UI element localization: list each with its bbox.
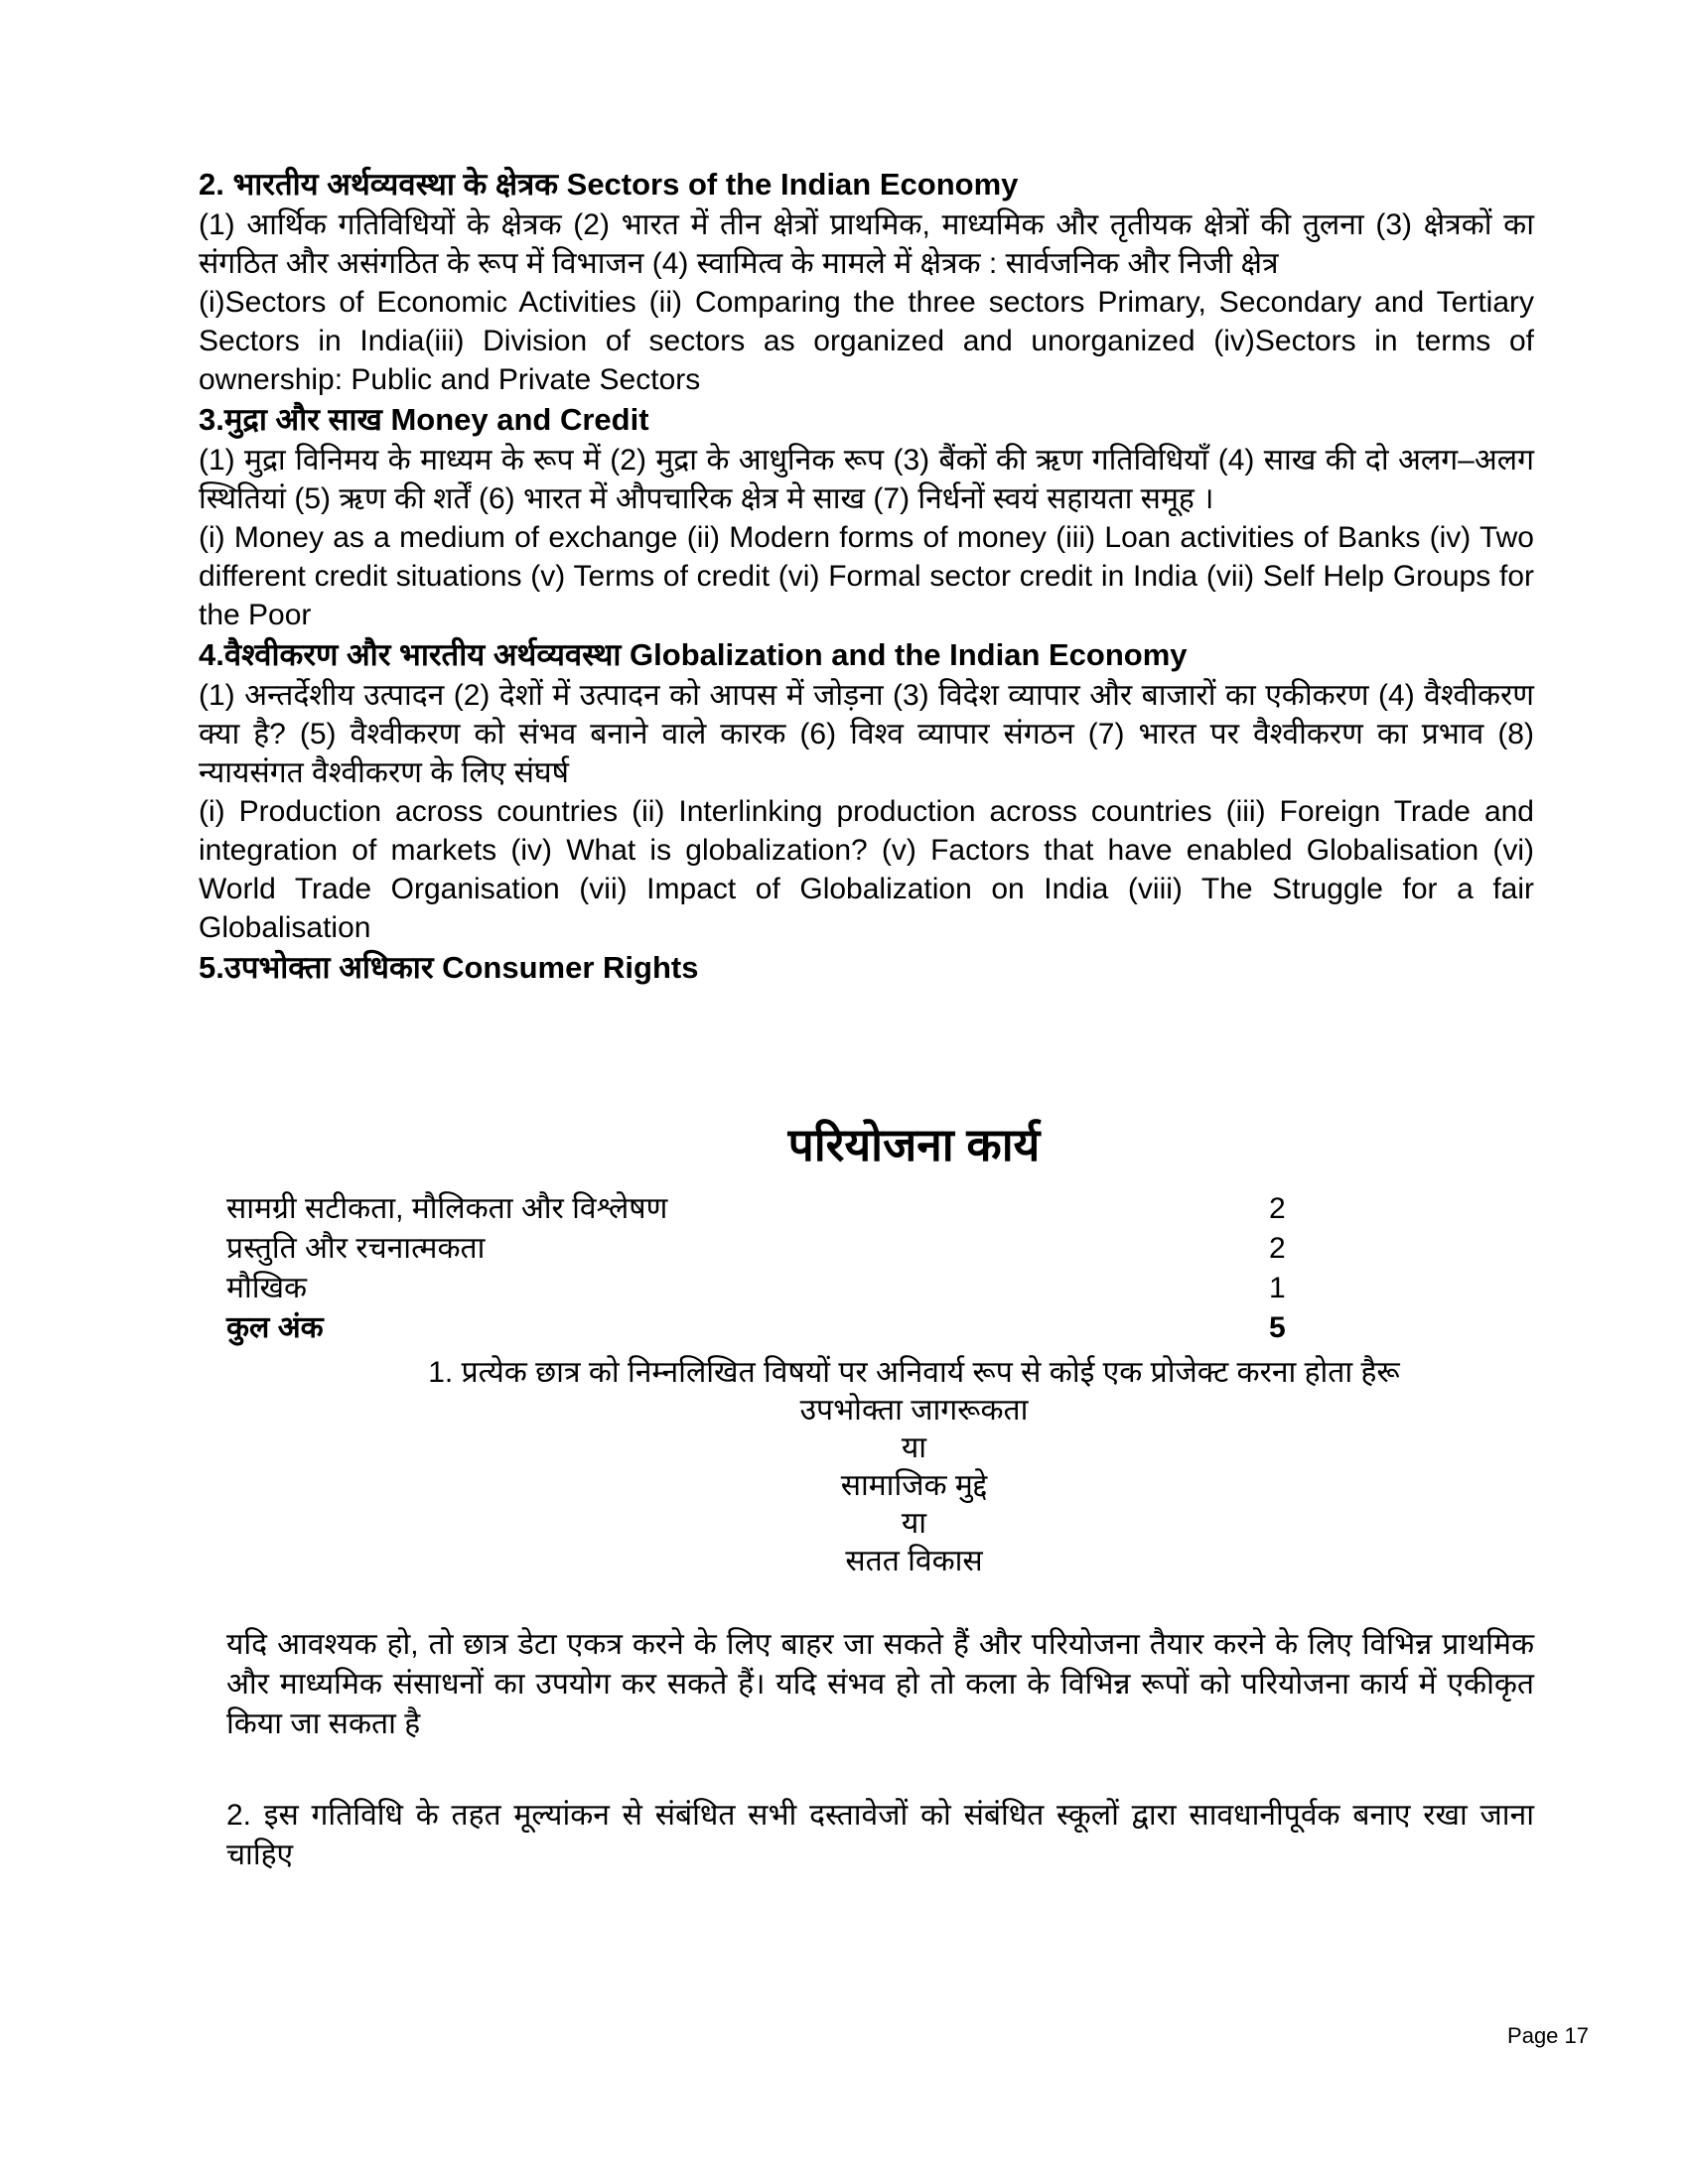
- section-english-topics: (i)Sectors of Economic Activities (ii) Comparing the three sectors Primary, Secondary and Tertiary Sectors in India(iii) Division of sectors as organized and unorganized (iv)Sectors in terms of ownership: Public and Private Sectors: [199, 286, 1534, 396]
- marks-row-value: 5: [1269, 1311, 1286, 1344]
- project-note-records: 2. इस गतिविधि के तहत मूल्यांकन से संबंधित सभी दस्तावेजों को संबंधित स्कूलों द्वारा सावधानीपूर्वक बनाए रखा जाना चाहिए: [226, 1799, 1534, 1871]
- section-hindi-topics: (1) अन्तर्देशीय उत्पादन (2) देशों में उत्पादन को आपस में जोड़ना (3) विदेश व्यापार और बाजारों का एकीकरण (4) वैश्वीकरण क्या है? (5) वैश्वीकरण को संभव बनाने वाले कारक (6) विश्व व्यापार संगठन (7) भारत पर वैश्वीकरण का प्रभाव (8) न्यायसंगत वैश्वीकरण के लिए संघर्ष: [199, 679, 1534, 789]
- project-instruction-block: [294, 1354, 1534, 1580]
- project-topic-or: या: [901, 1507, 927, 1540]
- section-english-topics: (i) Money as a medium of exchange (ii) Modern forms of money (iii) Loan activities of Banks (iv) Two different credit situations (v) Terms of credit (vi) Formal sector credit in India (vii) Self Help Groups for the Poor: [199, 521, 1534, 631]
- section-hindi-topics: (1) मुद्रा विनिमय के माध्यम के रूप में (2) मुद्रा के आधुनिक रूप (3) बैंकों की ऋण गतिविधियाँ (4) साख की दो अलग–अलग स्थितियां (5) ऋण की शर्तें (6) भारत में औपचारिक क्षेत्र मे साख (7) निर्धनों स्वयं सहायता समूह ।: [199, 444, 1534, 515]
- section-heading: 5.उपभोक्ता अधिकार Consumer Rights: [199, 950, 699, 985]
- section-heading: 4.वैश्वीकरण और भारतीय अर्थव्यवस्था Globalization and the Indian Economy: [199, 637, 1188, 672]
- project-instruction-item: 1. प्रत्येक छात्र को निम्नलिखित विषयों पर अनिवार्य रूप से कोई एक प्रोजेक्ट करना होता हैरू: [428, 1356, 1400, 1389]
- marks-row-total: [226, 1308, 1534, 1348]
- section-sectors-of-indian-economy: [199, 164, 1534, 399]
- project-marks-table: [199, 1189, 1534, 1348]
- section-consumer-rights: [199, 947, 1534, 989]
- marks-row-label: मौखिक: [226, 1272, 308, 1304]
- marks-row-value: 2: [1269, 1232, 1286, 1265]
- section-english-topics: (i) Production across countries (ii) Interlinking production across countries (iii) Foreign Trade and integration of markets (iv) What is globalization? (v) Factors that have enabled Globalisation (vi) World Trade Organisation (vii) Impact of Globalization on India (viii) The Struggle for a fair Globalisation: [199, 795, 1534, 944]
- section-heading: 3.मुद्रा और साख Money and Credit: [199, 402, 649, 437]
- marks-row-label: प्रस्तुति और रचनात्मकता: [226, 1232, 486, 1265]
- marks-row-label: कुल अंक: [226, 1311, 324, 1344]
- project-work-title: परियोजना कार्य: [787, 1119, 1041, 1170]
- project-topic-option: सतत विकास: [845, 1545, 983, 1577]
- project-note-resources: यदि आवश्यक हो, तो छात्र डेटा एकत्र करने के लिए बाहर जा सकते हैं और परियोजना तैयार करने के लिए विभिन्न प्राथमिक और माध्यमिक संसाधनों का उपयोग कर सकते हैं। यदि संभव हो तो कला के विभिन्न रूपों को परियोजना कार्य में एकीकृत किया जा सकता है: [226, 1628, 1534, 1740]
- marks-row: [226, 1229, 1534, 1269]
- project-topic-option: सामाजिक मुद्दे: [840, 1469, 988, 1502]
- section-hindi-topics: (1) आर्थिक गतिविधियों के क्षेत्रक (2) भारत में तीन क्षेत्रों प्राथमिक, माध्यमिक और तृतीयक क्षेत्रों की तुलना (3) क्षेत्रकों का संगठित और असंगठित के रूप में विभाजन (4) स्वामित्व के मामले में क्षेत्रक : सार्वजनिक और निजी क्षेत्र: [199, 208, 1534, 280]
- project-topic-or: या: [901, 1432, 927, 1464]
- marks-row-value: 2: [1269, 1192, 1286, 1225]
- section-money-and-credit: [199, 399, 1534, 634]
- section-heading: 2. भारतीय अर्थव्यवस्था के क्षेत्रक Sectors of the Indian Economy: [199, 167, 1019, 202]
- marks-row-label: सामग्री सटीकता, मौलिकता और विश्लेषण: [226, 1192, 668, 1225]
- marks-row: [226, 1269, 1534, 1308]
- page-number: Page 17: [1507, 2023, 1589, 2048]
- section-globalization: [199, 634, 1534, 947]
- marks-row: [226, 1189, 1534, 1229]
- page-content: [199, 164, 1534, 1875]
- project-topic-option: उपभोक्ता जागरूकता: [799, 1394, 1029, 1427]
- marks-row-value: 1: [1269, 1272, 1286, 1304]
